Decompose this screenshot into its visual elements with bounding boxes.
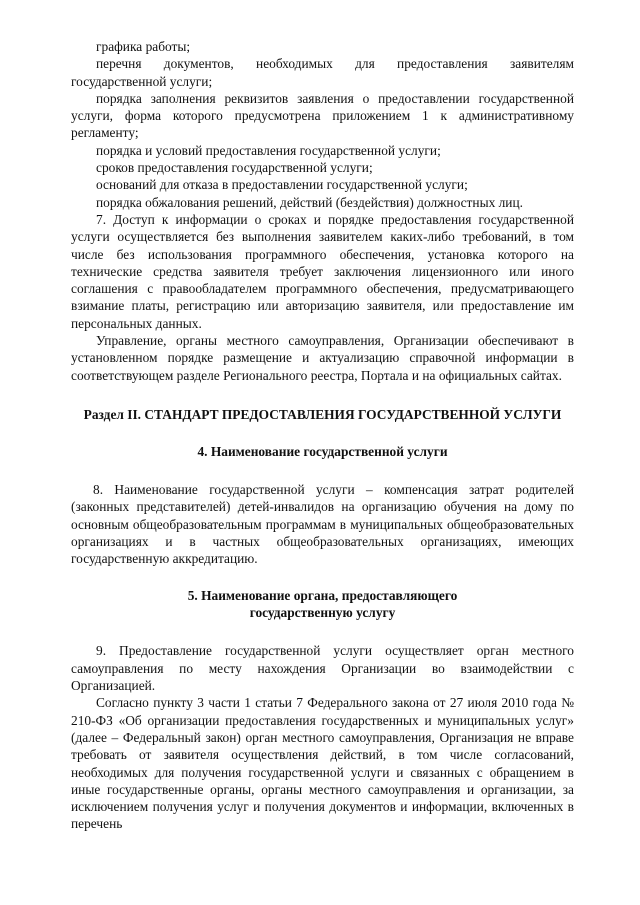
heading-5 xyxy=(71,587,574,621)
list-item: порядка обжалования решений, действий (бездействия) должностных лиц. xyxy=(96,194,523,210)
section-title: Раздел II. СТАНДАРТ ПРЕДОСТАВЛЕНИЯ ГОСУДАРСТВЕННОЙ УСЛУГИ xyxy=(83,406,562,422)
paragraph-7: 7. Доступ к информации о сроках и порядке предоставления государственной услуги осуществляется без выполнения заявителем каких-либо требований, в том числе без использования программного обеспечения, установка которого на технические средства заявителя требует заключения лицензионного или иного соглашения с правообладателем программного обеспечения, предусматривающего взимание платы, регистрацию или авторизацию заявителя, или предоставление им персональных данных. xyxy=(71,211,574,331)
paragraph-9: 9. Предоставление государственной услуги осуществляет орган местного самоуправления по месту нахождения Организации во взаимодействии с Организацией. xyxy=(71,643,574,694)
list-item: сроков предоставления государственной услуги; xyxy=(96,160,373,176)
heading-5-line-1: 5. Наименование органа, предоставляющего xyxy=(187,588,458,604)
list-item: перечня документов, необходимых для предоставления заявителям государственной услуги; xyxy=(71,56,574,89)
paragraph-management: Управление, органы местного самоуправления, Организации обеспечивают в установленном порядке размещение и актуализацию справочной информации в соответствующем разделе Регионального реестра, Портала и на официальных сайтах. xyxy=(71,333,574,383)
list-item: графика работы; xyxy=(96,39,191,54)
heading-5-line-2: государственную услугу xyxy=(249,605,396,621)
paragraph-8: 8. Наименование государственной услуги – компенсация затрат родителей (законных представителей) детей-инвалидов на организацию обучения на дому по основным общеобразовательным программам в муниципальных общеобразовательных организациях и в частных общеобразовательных организациях, имеющих государственную аккредитацию. xyxy=(71,481,574,567)
list-item: порядка и условий предоставления государственной услуги; xyxy=(96,142,441,158)
paragraph-law: Согласно пункту 3 части 1 статьи 7 Федерального закона от 27 июля 2010 года № 210-ФЗ «Об организации предоставления государственных и муниципальных услуг» (далее – Федеральный закон) орган местного самоуправления, Организация не вправе требовать от заявителя осуществления действий, в том числе согласований, необходимых для получения государственной услуги и связанных с обращением в иные государственные органы, органы местного самоуправления и организации, за исключением получения услуг и получения документов и информации, включенных в перечень xyxy=(71,695,574,832)
heading-4: 4. Наименование государственной услуги xyxy=(197,443,448,459)
list-item: оснований для отказа в предоставлении государственной услуги; xyxy=(96,177,468,193)
list-item: порядка заполнения реквизитов заявления о предоставлении государственной услуги, форма которого предусмотрена приложением 1 к административному регламенту; xyxy=(71,90,574,141)
